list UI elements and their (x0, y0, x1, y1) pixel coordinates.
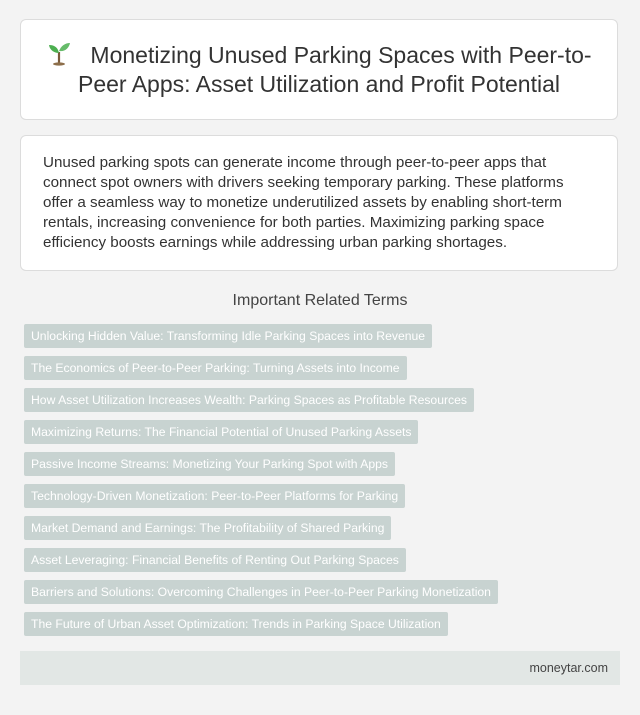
term-tag[interactable]: Market Demand and Earnings: The Profitability of Shared Parking (24, 516, 391, 540)
term-tag[interactable]: Barriers and Solutions: Overcoming Challenges in Peer-to-Peer Parking Monetization (24, 580, 498, 604)
footer-site-link[interactable]: moneytar.com (529, 661, 608, 675)
intro-paragraph: Unused parking spots can generate income through peer-to-peer apps that connect spot owners with drivers seeking temporary parking. These platforms offer a seamless way to monetize underutilized assets by enabling short-term rentals, increasing convenience for both parties. Maximizing parking space efficiency boosts earnings while addressing urban parking shortages. (43, 154, 564, 251)
sprout-icon (46, 40, 72, 66)
intro-card (20, 135, 618, 271)
page-title-text: Monetizing Unused Parking Spaces with Peer-to-Peer Apps: Asset Utilization and Profit Potential (78, 42, 592, 97)
term-tag[interactable]: The Future of Urban Asset Optimization: Trends in Parking Space Utilization (24, 612, 448, 636)
term-tag[interactable]: Unlocking Hidden Value: Transforming Idle Parking Spaces into Revenue (24, 324, 432, 348)
term-tag[interactable]: How Asset Utilization Increases Wealth: Parking Spaces as Profitable Resources (24, 388, 474, 412)
term-tag[interactable]: Technology-Driven Monetization: Peer-to-Peer Platforms for Parking (24, 484, 405, 508)
footer-bar (20, 651, 620, 685)
term-tag[interactable]: Asset Leveraging: Financial Benefits of Renting Out Parking Spaces (24, 548, 406, 572)
term-tag[interactable]: Maximizing Returns: The Financial Potential of Unused Parking Assets (24, 420, 418, 444)
term-tag[interactable]: The Economics of Peer-to-Peer Parking: Turning Assets into Income (24, 356, 407, 380)
related-terms-list (24, 324, 624, 644)
page-title (45, 40, 593, 99)
related-terms-heading: Important Related Terms (232, 292, 408, 309)
title-card (20, 19, 618, 120)
term-tag[interactable]: Passive Income Streams: Monetizing Your Parking Spot with Apps (24, 452, 395, 476)
